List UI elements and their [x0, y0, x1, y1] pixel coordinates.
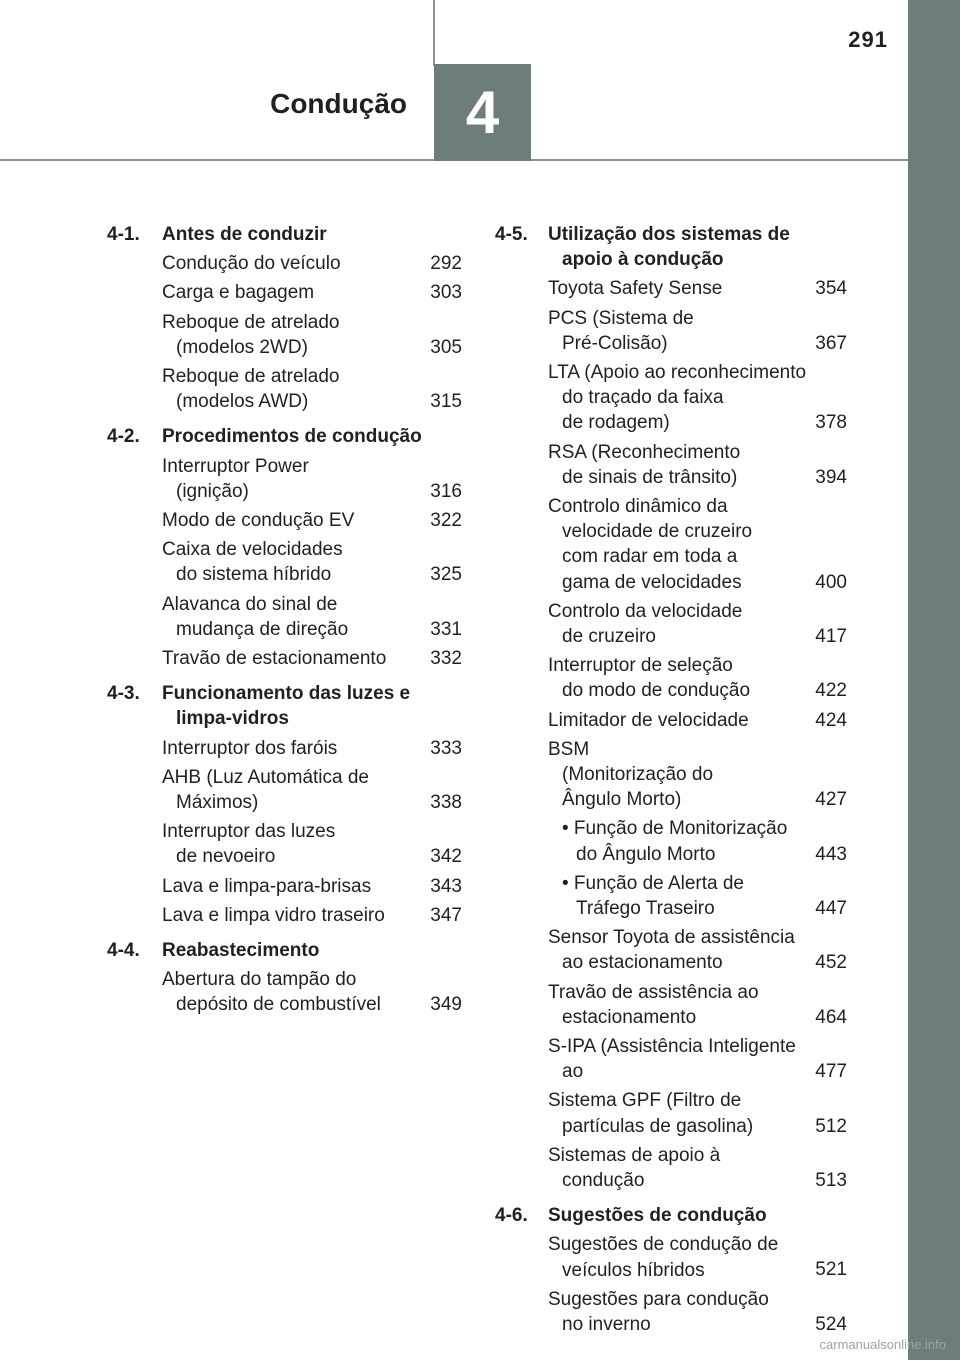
toc-entry-page: 347: [430, 904, 462, 926]
toc-entry-label: S-IPA (Assistência Inteligente ao: [548, 1035, 796, 1083]
toc-entry-page: 349: [430, 994, 462, 1016]
toc-entry[interactable]: [162, 736, 462, 761]
toc-entry[interactable]: [162, 874, 462, 899]
toc-entry[interactable]: [548, 1143, 847, 1193]
toc-entry-page: 367: [815, 332, 847, 354]
toc-entry-page: 315: [430, 391, 462, 413]
toc-entry-page: 422: [815, 680, 847, 702]
toc-entry[interactable]: [548, 737, 847, 813]
toc-entry-label: Interruptor das luzes de nevoeiro: [162, 821, 336, 868]
section-number: 4-6.: [495, 1205, 528, 1227]
toc-entry-label: Interruptor de seleção do modo de condução: [548, 655, 751, 702]
section-title: Funcionamento das luzes e limpa-vidros: [162, 683, 411, 730]
toc-entry-page: 524: [815, 1313, 847, 1335]
section-number: 4-1.: [107, 224, 140, 245]
toc-entry[interactable]: [162, 280, 462, 305]
toc-entry-label: Alavanca do sinal de mudança de direção: [162, 593, 349, 640]
toc-entry-label: RSA (Reconhecimento de sinais de trânsito): [548, 441, 741, 488]
toc-left-column: [107, 222, 462, 1028]
toc-entry-page: 343: [430, 875, 462, 897]
toc-entry[interactable]: [162, 364, 462, 414]
toc-entry-label: AHB (Luz Automática de Máximos): [162, 766, 369, 813]
toc-right-column: [495, 222, 847, 1347]
toc-entry-label: PCS (Sistema de Pré-Colisão): [548, 307, 694, 354]
toc-entry-page: 305: [430, 336, 462, 358]
toc-entry-page: 452: [815, 952, 847, 974]
toc-entry-page: 322: [430, 509, 462, 531]
toc-entry[interactable]: [162, 251, 462, 276]
toc-entry-label: Carga e bagagem: [162, 282, 315, 304]
toc-entry-page: 378: [815, 412, 847, 434]
toc-entry-label: Interruptor dos faróis: [162, 737, 338, 759]
toc-entry-label: Lava e limpa vidro traseiro: [162, 904, 385, 926]
toc-entry[interactable]: [162, 592, 462, 642]
section-gap: [107, 1022, 462, 1028]
toc-entry-label: • Função de Alerta de Tráfego Traseiro: [562, 872, 744, 919]
toc-entry-page: 394: [815, 466, 847, 488]
toc-entry-label: Abertura do tampão do depósito de combustível: [162, 969, 381, 1016]
toc-entry[interactable]: [548, 276, 847, 301]
toc-section: [107, 222, 462, 414]
toc-section: [107, 681, 462, 928]
toc-entry-label: BSM (Monitorização do Ângulo Morto): [548, 738, 714, 811]
toc-entry-label: Sistema GPF (Filtro de partículas de gasolina): [548, 1090, 754, 1137]
toc-entry-label: Sistemas de apoio à condução: [548, 1144, 721, 1191]
toc-entry-label: Modo de condução EV: [162, 510, 355, 531]
toc-entry-page: 443: [815, 843, 847, 865]
chapter-number: 4: [434, 64, 531, 161]
toc-entry[interactable]: [162, 903, 462, 928]
section-title: Reabastecimento: [162, 939, 320, 961]
toc-entry-label: Caixa de velocidades do sistema híbrido: [162, 539, 343, 586]
toc-entry[interactable]: [548, 599, 847, 649]
toc-entry-page: 354: [815, 278, 847, 300]
toc-entry[interactable]: [548, 1287, 847, 1337]
toc-entry-page: 424: [815, 709, 847, 731]
toc-entry-page: 316: [430, 480, 462, 502]
toc-entry-page: 521: [815, 1259, 847, 1281]
toc-entry[interactable]: [162, 310, 462, 360]
toc-entry[interactable]: [162, 646, 462, 671]
toc-entry[interactable]: [548, 494, 847, 595]
toc-entry-page: 400: [815, 571, 847, 593]
toc-entry-label: LTA (Apoio ao reconhecimento do traçado da faixa de rodagem): [548, 362, 807, 434]
toc-entry-label: • Função de Monitorização do Ângulo Morto: [562, 818, 788, 865]
toc-entry-label: Condução do veículo: [162, 253, 341, 275]
toc-entry-label: Sensor Toyota de assistência ao estacionamento: [548, 927, 795, 974]
toc-entry-page: 342: [430, 846, 462, 868]
toc-entry-page: 333: [430, 737, 462, 759]
toc-entry[interactable]: [548, 1232, 847, 1282]
toc-entry[interactable]: [162, 819, 462, 869]
toc-entry[interactable]: [548, 1088, 847, 1138]
toc-entry[interactable]: [548, 871, 847, 921]
toc-entry-page: 303: [430, 282, 462, 304]
toc-entry-label: Sugestões para condução no inverno: [548, 1288, 769, 1335]
toc-entry-label: Reboque de atrelado (modelos 2WD): [162, 311, 340, 358]
toc-entry[interactable]: [548, 306, 847, 356]
toc-entry-label: Controlo da velocidade de cruzeiro: [548, 600, 743, 647]
section-title: Utilização dos sistemas de apoio à condução: [548, 224, 790, 271]
chapter-title: Condução: [270, 88, 407, 119]
toc-entry-page: 464: [815, 1006, 847, 1028]
watermark: carmanualsonline.info: [819, 1337, 946, 1352]
toc-section: [495, 222, 847, 1193]
toc-entry[interactable]: [162, 537, 462, 587]
section-number: 4-5.: [495, 224, 528, 245]
toc-entry[interactable]: [548, 816, 847, 866]
toc-entry-label: Limitador de velocidade: [548, 709, 749, 731]
page-number: 291: [848, 27, 888, 52]
section-title: Sugestões de condução: [548, 1205, 767, 1227]
toc-entry-page: 417: [815, 625, 847, 647]
section-title: Antes de conduzir: [162, 224, 327, 245]
toc-entry[interactable]: [162, 967, 462, 1017]
toc-entry-page: 477: [815, 1061, 847, 1083]
toc-section: [107, 938, 462, 1018]
toc-entry-page: 325: [430, 564, 462, 586]
toc-entry[interactable]: [548, 925, 847, 975]
toc-entry-label: Controlo dinâmico da velocidade de cruzeiro com radar em toda a gama de velocidades: [548, 495, 753, 593]
section-title: Procedimentos de condução: [162, 426, 422, 448]
toc-entry[interactable]: [162, 454, 462, 504]
toc-entry[interactable]: [548, 980, 847, 1030]
toc-entry-page: 338: [430, 791, 462, 813]
toc-entry[interactable]: [548, 440, 847, 490]
section-number: 4-2.: [107, 426, 140, 448]
toc-entry[interactable]: [162, 765, 462, 815]
toc-entry-page: 427: [815, 789, 847, 811]
toc-entry[interactable]: [548, 1034, 847, 1084]
toc-entry-label: Sugestões de condução de veículos híbridos: [548, 1234, 779, 1281]
toc-entry-page: 513: [815, 1169, 847, 1191]
toc-entry[interactable]: [162, 508, 462, 533]
toc-entry-label: Lava e limpa-para-brisas: [162, 875, 372, 897]
toc-section: [107, 424, 462, 671]
chapter-side-tab: [908, 0, 960, 1360]
toc-entry-label: Travão de assistência ao estacionamento: [548, 981, 759, 1028]
toc-entry-page: 447: [815, 897, 847, 919]
header-divider-vertical: [433, 0, 435, 66]
section-number: 4-3.: [107, 683, 140, 705]
toc-entry-label: Toyota Safety Sense: [548, 278, 723, 300]
toc-section: [495, 1203, 847, 1337]
section-number: 4-4.: [107, 939, 140, 961]
toc-entry-page: 331: [430, 618, 462, 640]
toc-entry-label: Reboque de atrelado (modelos AWD): [162, 366, 340, 413]
toc-entry-page: 332: [430, 647, 462, 669]
toc-entry-label: Interruptor Power (ignição): [162, 455, 309, 502]
toc-entry-page: 512: [815, 1115, 847, 1137]
section-gap: [495, 1341, 847, 1347]
toc-entry-page: 292: [430, 253, 462, 275]
toc-entry[interactable]: [548, 708, 847, 733]
toc-entry[interactable]: [548, 653, 847, 703]
toc-entry[interactable]: [548, 360, 847, 436]
toc-entry-label: Travão de estacionamento: [162, 647, 387, 669]
